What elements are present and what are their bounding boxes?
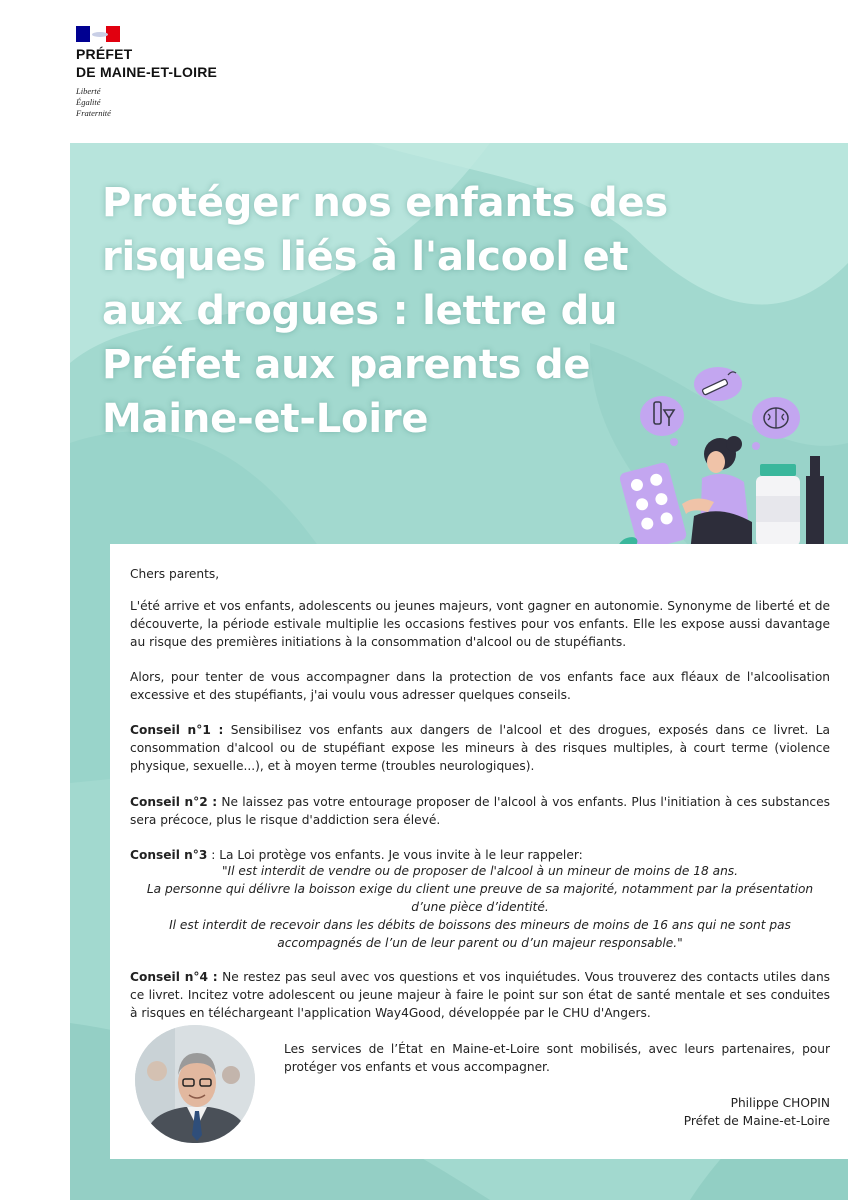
conseil-3-label: Conseil n°3 [130, 848, 208, 862]
pill-jar-icon [756, 464, 800, 546]
conseil-4-label: Conseil n°4 : [130, 970, 218, 984]
signature-title: Préfet de Maine-et-Loire [683, 1114, 830, 1128]
logo-prefet-line1: PRÉFET [76, 46, 133, 62]
conseil-1-text: Sensibilisez vos enfants aux dangers de l'alcool et des drogues, exposés dans ce livret. La consommation d'alcool ou de stupéfiant expose les mineurs à des risques multiples, à court terme (violence physique, sexuelle...), et à moyen terme (troubles neurologiques). [130, 723, 830, 773]
letter-purpose: Alors, pour tenter de vous accompagner dans la protection de vos enfants face aux fléaux de l'alcoolisation excessive et des stupéfiants, j'ai voulu vous adresser quelques conseils. [130, 670, 830, 702]
conseil-2 [130, 793, 830, 829]
law-quote-line-3: Il est interdit de recevoir dans les débits de boissons des mineurs de moins de 16 ans qui ne sont pas accompagnés de l’un de leur parent ou d’un majeur responsable." [169, 918, 791, 950]
conseil-4-text: Ne restez pas seul avec vos questions et vos inquiétudes. Vous trouverez des contacts utiles dans ce livret. Incitez votre adolescent ou jeune majeur à faire le point sur son état de santé mentale et ses conduites à risques en téléchargeant l'application Way4Good, développée par le CHU d'Angers. [130, 970, 831, 1020]
conseil-2-text: Ne laissez pas votre entourage proposer de l'alcool à vos enfants. Plus l'initiation à ces substances sera précoce, plus le risque d'addiction sera élevé. [130, 795, 830, 827]
conseil-1 [130, 721, 830, 775]
marianne-flag-icon [76, 26, 120, 42]
conseil-3-text: : La Loi protège vos enfants. Je vous invite à le leur rappeler: [211, 848, 583, 862]
motto-fraternite: Fraternité [76, 108, 111, 118]
alcohol-thought-bubble-icon [640, 396, 684, 446]
conseil-4 [130, 968, 830, 1022]
motto-liberte: Liberté [76, 86, 101, 96]
letter-greeting: Chers parents, [130, 567, 220, 581]
law-quote-line-1: "Il est interdit de vendre ou de proposer de l'alcool à un mineur de moins de 18 ans. [221, 864, 739, 878]
prefet-portrait-photo [135, 1025, 255, 1143]
letter-closing: Les services de l’État en Maine-et-Loire sont mobilisés, avec leurs partenaires, pour protéger vos enfants et vous accompagner. [284, 1042, 830, 1074]
signature-name: Philippe CHOPIN [730, 1096, 830, 1110]
title-line: risques liés à l'alcool et [102, 234, 629, 280]
motto-egalite: Égalité [76, 97, 101, 107]
title-line: aux drogues : lettre du [102, 288, 618, 334]
title-line: Maine-et-Loire [102, 396, 429, 442]
sitting-person-icon [682, 436, 752, 557]
law-quote-line-2: La personne qui délivre la boisson exige du client une preuve de sa majorité, notamment par la présentation d’une pièce d’identité. [146, 882, 814, 914]
letter-intro: L'été arrive et vos enfants, adolescents ou jeunes majeurs, vont gagner en autonomie. Synonyme de liberté et de découverte, la période estivale multiplie les occasions festives pour vos enfants. Elle les expose aussi davantage au risque des premières initiations à la consommation d'alcool ou de stupéfiants. [130, 599, 830, 649]
conseil-1-label: Conseil n°1 : [130, 723, 224, 737]
title-line: Protéger nos enfants des [102, 180, 668, 226]
brain-thought-bubble-icon [752, 397, 800, 450]
conseil-2-label: Conseil n°2 : [130, 795, 218, 809]
cigarette-thought-bubble-icon [694, 367, 742, 401]
title-line: Préfet aux parents de [102, 342, 591, 388]
logo-prefet-line2: DE MAINE-ET-LOIRE [76, 64, 218, 80]
